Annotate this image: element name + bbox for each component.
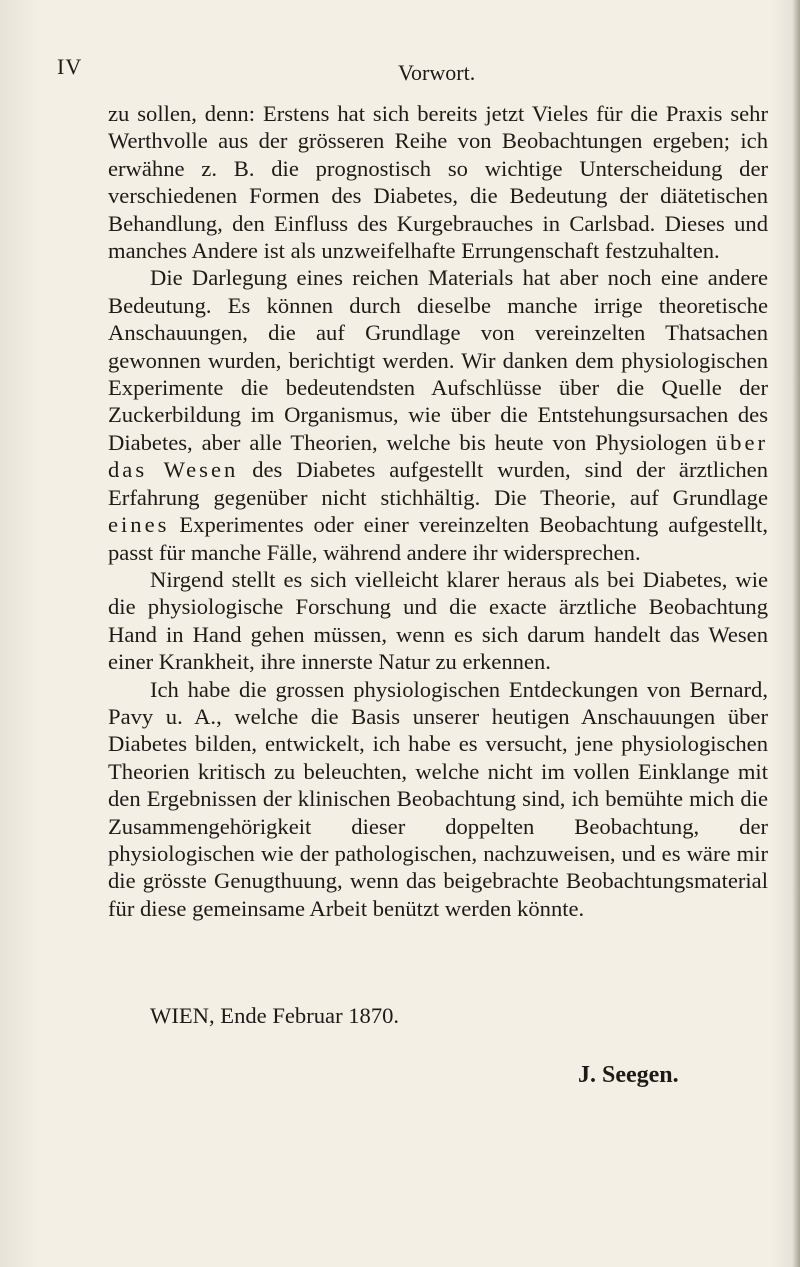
emphasis-spaced-1: über das Wesen <box>108 429 768 483</box>
author-signature: J. Seegen. <box>578 1062 679 1088</box>
paragraph-1: zu sollen, denn: Erstens hat sich bereits jetzt Vieles für die Praxis sehr Werthvolle aus der grösseren Reihe von Beobachtungen ergeben; ich erwähne z. B. die prognostisch so wichtige Unterscheidung der verschiedenen Formen des Diabetes, die Bedeutung der diätetischen Behandlung, den Einfluss des Kurgebrauches in Carlsbad. Dieses und manches Andere ist als unzweifelhafte Errungenschaft festzuhalten. <box>108 101 768 264</box>
place-date: WIEN, Ende Februar 1870. <box>150 1003 400 1028</box>
paragraph-4: Ich habe die grossen physiologischen Entdeckungen von Bernard, Pavy u. A., welche die Basis unserer heutigen Anschauungen über Diabetes bilden, entwickelt, ich habe es versucht, jene physiologischen Theorien kritisch zu beleuchten, welche nicht im vollen Einklange mit den Ergebnissen der klinischen Beobachtung sind, ich bemühte mich die Zusammengehörigkeit dieser doppelten Beobachtung, der physiologischen wie der pathologischen, nachzuweisen, und es wäre mir die grösste Genugthuung, wenn das beigebrachte Beobachtungsmaterial für diese gemeinsame Arbeit benützt werden könnte. <box>108 676 768 921</box>
paragraph-3: Nirgend stellt es sich vielleicht klarer heraus als bei Diabetes, wie die physiologische Forschung und die exacte ärztliche Beobachtung Hand in Hand gehen müssen, wenn es sich darum handelt das Wesen einer Krankheit, ihre innerste Natur zu erkennen. <box>108 566 768 675</box>
paragraph-2-part-1: Die Darlegung eines reichen Materials hat aber noch eine andere Bedeutung. Es können durch dieselbe manche irrige theoretische Anschauungen, die auf Grundlage von vereinzelten Thatsachen gewonnen wurden, berichtigt werden. Wir danken dem physiologischen Experimente die bedeutendsten Aufschlüsse über die Quelle der Zuckerbildung im Organismus, wie über die Entstehungsursachen des Diabetes, aber alle Theorien, welche bis heute von Physiologen <box>108 265 768 455</box>
page-number: IV <box>57 54 83 79</box>
body-text <box>108 100 768 922</box>
page-edge-shadow <box>792 0 800 1267</box>
emphasis-spaced-2: eines <box>108 512 170 538</box>
paragraph-2-part-3: Experimentes oder einer vereinzelten Beobachtung aufgestellt, passt für manche Fälle, während andere ihr widersprechen. <box>108 512 768 565</box>
running-head: Vorwort. <box>398 60 476 85</box>
paragraph-2 <box>108 264 768 565</box>
paragraph-2-part-2: des Diabetes aufgestellt wurden, sind der ärztlichen Erfahrung gegenüber nicht stichhältig. Die Theorie, auf Grundlage <box>108 457 768 510</box>
